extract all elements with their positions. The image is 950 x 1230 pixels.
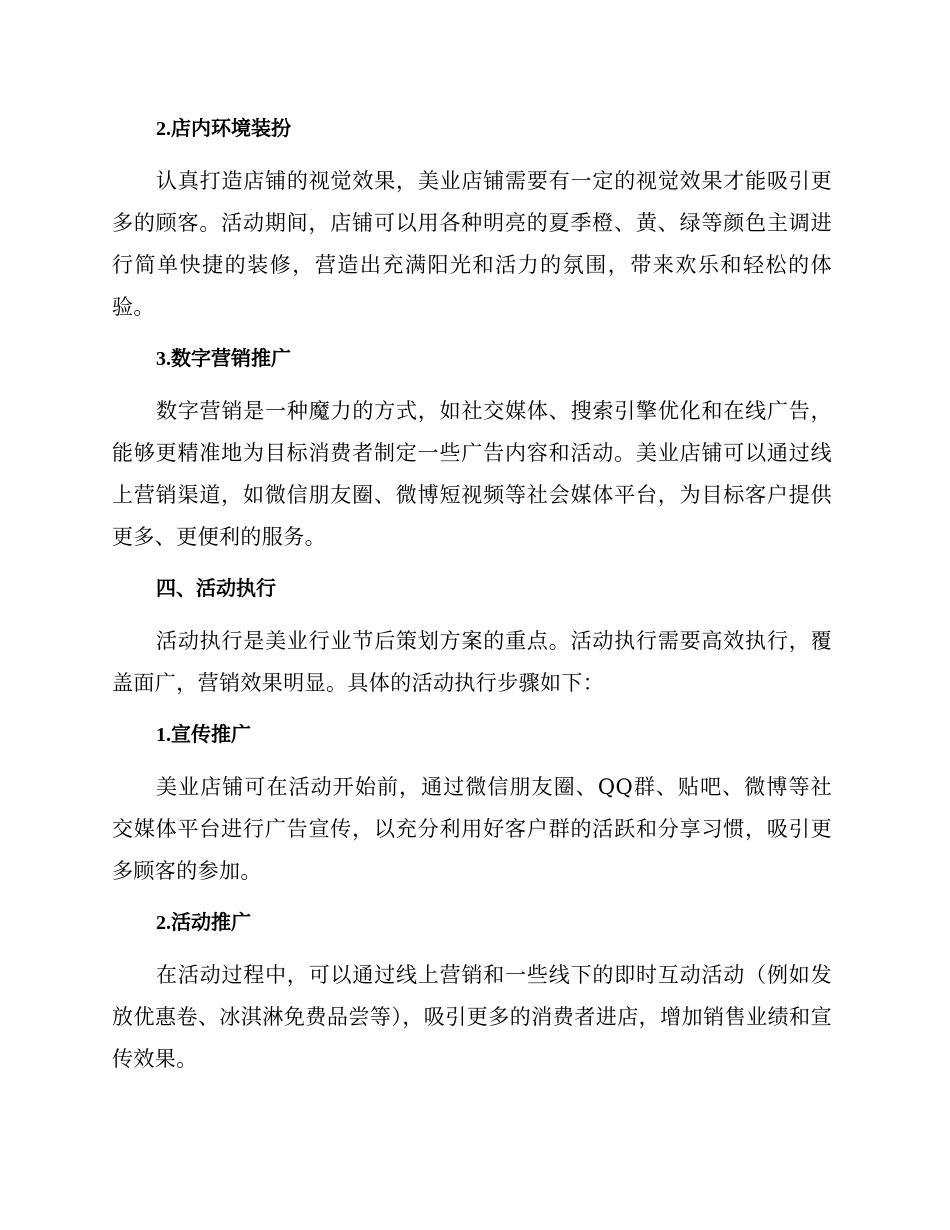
paragraph-promotion: 美业店铺可在活动开始前，通过微信朋友圈、QQ群、贴吧、微博等社交媒体平台进行广告宣传，以充分利用好客户群的活跃和分享习惯，吸引更多顾客的参加。 [112, 775, 832, 883]
section-heading-promotion: 1.宣传推广 [156, 724, 251, 746]
paragraph-activity-promotion: 在活动过程中，可以通过线上营销和一些线下的即时互动活动（例如发放优惠卷、冰淇淋免费品尝等），吸引更多的消费者进店，增加销售业绩和宣传效果。 [112, 963, 832, 1071]
paragraph-execution: 活动执行是美业行业节后策划方案的重点。活动执行需要高效执行，覆盖面广，营销效果明显。具体的活动执行步骤如下： [112, 629, 832, 695]
paragraph-digital-marketing: 数字营销是一种魔力的方式，如社交媒体、搜索引擎优化和在线广告，能够更精准地为目标消费者制定一些广告内容和活动。美业店铺可以通过线上营销渠道，如微信朋友圈、微博短视频等社会媒体平台，为目标客户提供更多、更便利的服务。 [112, 399, 832, 549]
section-heading-digital-marketing: 3.数字营销推广 [156, 348, 291, 370]
document-body [112, 108, 832, 1080]
section-heading-decoration: 2.店内环境装扮 [156, 118, 291, 140]
section-heading-execution: 四、活动执行 [156, 578, 276, 600]
section-heading-activity-promotion: 2.活动推广 [156, 912, 251, 934]
paragraph-decoration: 认真打造店铺的视觉效果，美业店铺需要有一定的视觉效果才能吸引更多的顾客。活动期间，店铺可以用各种明亮的夏季橙、黄、绿等颜色主调进行简单快捷的装修，营造出充满阳光和活力的氛围，带来欢乐和轻松的体验。 [112, 169, 832, 319]
